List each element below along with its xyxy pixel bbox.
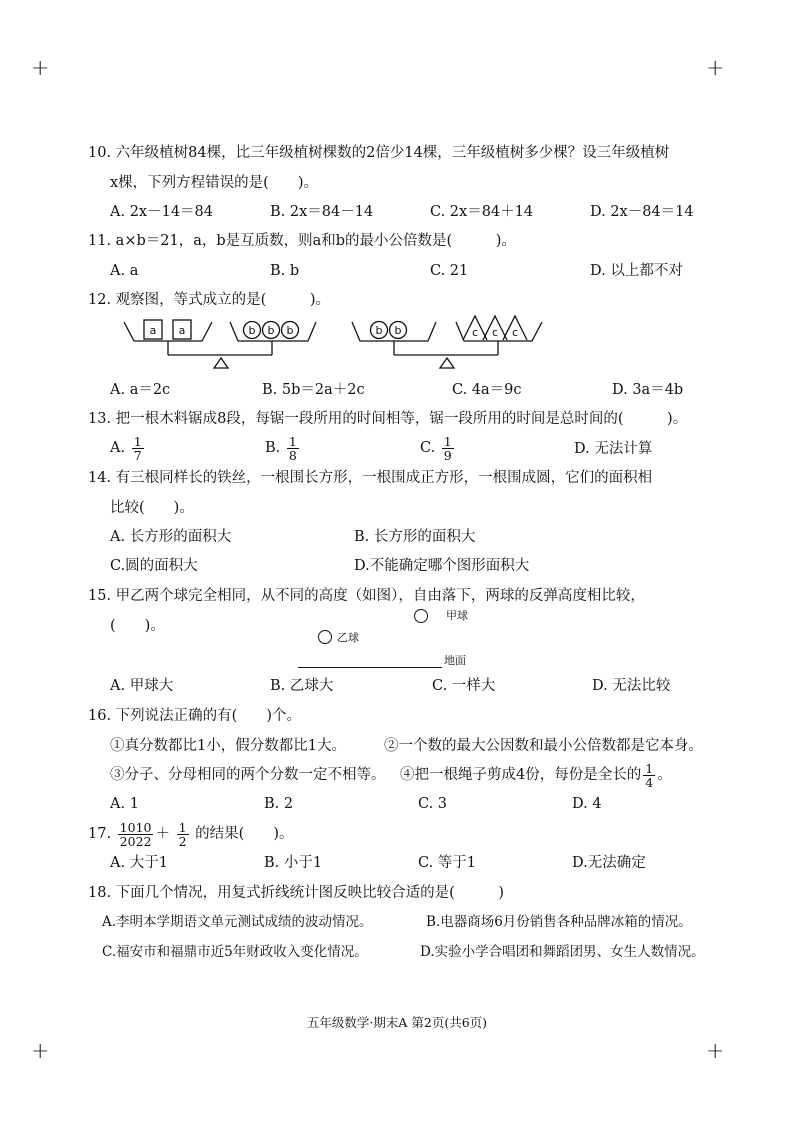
q11-option-d: D. 以上都不对 (590, 263, 683, 279)
q12-option-b: B. 5b＝2a＋2c (262, 382, 365, 398)
q15-stem: 15. 甲乙两个球完全相同，从不同的高度（如图），自由落下，两球的反弹高度相比较， (88, 588, 645, 604)
ball-yi-icon (318, 630, 332, 644)
q14-stem: 14. 有三根同样长的铁丝，一根围长方形，一根围成正方形，一根围成圆，它们的面积相 (88, 470, 653, 486)
q18-option-b: B.电器商场6月份销售各种品牌冰箱的情况。 (426, 914, 692, 930)
q18-option-c: C.福安市和福鼎市近5年财政收入变化情况。 (102, 944, 368, 960)
q11-stem: 11. a×b＝21，a，b是互质数，则a和b的最小公倍数是( )。 (88, 233, 516, 249)
balance-scales-figure (110, 313, 570, 371)
page-footer: 五年级数学·期末A 第2页(共6页) (306, 1015, 488, 1030)
q15-stem-cont: ( )。 (110, 618, 165, 634)
q17-stem: 17. $\frac{1010}{2022}$ ＋ $\frac{1}{2}$ 的结果( )。 (88, 819, 294, 849)
q18-stem: 18. 下面几个情况，用复式折线统计图反映比较合适的是( ) (88, 885, 504, 901)
q12-option-d: D. 3a＝4b (612, 382, 684, 398)
pan-label: a (149, 324, 157, 337)
q11-option-b: B. b (270, 263, 300, 279)
pan-label: b (267, 324, 275, 337)
q18-option-a: A.李明本学期语文单元测试成绩的波动情况。 (102, 914, 373, 930)
q12-option-a: A. a＝2c (110, 382, 171, 398)
q14-option-c: C.圆的面积大 (110, 558, 198, 574)
pan-label: c (491, 326, 499, 339)
q17-option-d: D.无法确定 (572, 855, 646, 871)
registration-mark: + (31, 1039, 50, 1064)
q10-option-d: D. 2x－84＝14 (590, 204, 694, 220)
q16-option-d: D. 4 (572, 796, 602, 812)
q16-stem: 16. 下列说法正确的有( )个。 (88, 708, 301, 724)
pan-label: b (248, 324, 256, 337)
registration-mark: + (706, 1039, 725, 1064)
q13-option-a: A. $\frac{1}{7}$ (110, 433, 142, 463)
pan-label: c (511, 326, 519, 339)
q17-option-c: C. 等于1 (418, 855, 477, 871)
q16-statement-4: ④把一根绳子剪成4份，每份是全长的 $\frac{1}{4}$ 。 (400, 760, 672, 790)
pan-label: b (394, 324, 402, 337)
q13-stem: 13. 把一根木料锯成8段，每锯一段所用的时间相等，锯一段所用的时间是总时间的( )。 (88, 411, 688, 427)
ground-line (298, 667, 442, 668)
q14-stem-cont: 比较( )。 (110, 500, 194, 516)
q18-option-d: D.实验小学合唱团和舞蹈团男、女生人数情况。 (420, 944, 705, 960)
pan-label: c (471, 326, 479, 339)
pan-label: b (286, 324, 294, 337)
q13-option-b: B. $\frac{1}{8}$ (265, 433, 297, 463)
q11-option-c: C. 21 (430, 263, 469, 279)
q17-option-b: B. 小于1 (264, 855, 323, 871)
q12-stem: 12. 观察图，等式成立的是( )。 (88, 292, 330, 308)
pan-label: a (178, 324, 186, 337)
registration-mark: + (31, 56, 50, 81)
q15-option-b: B. 乙球大 (270, 678, 334, 694)
q16-option-a: A. 1 (110, 796, 139, 812)
q10-option-a: A. 2x－14＝84 (110, 204, 213, 220)
q16-statement-2: ②一个数的最大公因数和最小公倍数都是它本身。 (384, 738, 703, 754)
q14-option-b: B. 长方形的面积大 (354, 529, 476, 545)
q10-option-b: B. 2x＝84－14 (270, 204, 374, 220)
q14-option-a: A. 长方形的面积大 (110, 529, 232, 545)
pan-label: b (375, 324, 383, 337)
q11-option-a: A. a (110, 263, 139, 279)
q10-stem: 10. 六年级植树84棵，比三年级植树棵数的2倍少14棵，三年级植树多少棵？设三年级植树 (88, 145, 670, 161)
q15-option-d: D. 无法比较 (592, 678, 671, 694)
q14-option-d: D.不能确定哪个图形面积大 (354, 558, 530, 574)
q16-statement-1: ①真分数都比1小，假分数都比1大。 (110, 738, 346, 754)
q13-option-d: D. 无法计算 (574, 441, 653, 457)
registration-mark: + (706, 56, 725, 81)
q10-option-c: C. 2x＝84＋14 (430, 204, 534, 220)
ball-jia-icon (414, 609, 428, 623)
q10-stem-cont: x棵，下列方程错误的是( )。 (110, 175, 318, 191)
q15-option-c: C. 一样大 (432, 678, 496, 694)
ground-label: 地面 (444, 654, 466, 667)
q12-option-c: C. 4a＝9c (452, 382, 522, 398)
ball-yi-label: 乙球 (337, 631, 359, 644)
q17-option-a: A. 大于1 (110, 855, 168, 871)
q13-option-c: C. $\frac{1}{9}$ (420, 433, 452, 463)
q16-option-c: C. 3 (418, 796, 448, 812)
q16-statement-3: ③分子、分母相同的两个分数一定不相等。 (110, 767, 386, 783)
q16-option-b: B. 2 (264, 796, 294, 812)
q15-option-a: A. 甲球大 (110, 678, 174, 694)
ball-jia-label: 甲球 (446, 609, 468, 622)
